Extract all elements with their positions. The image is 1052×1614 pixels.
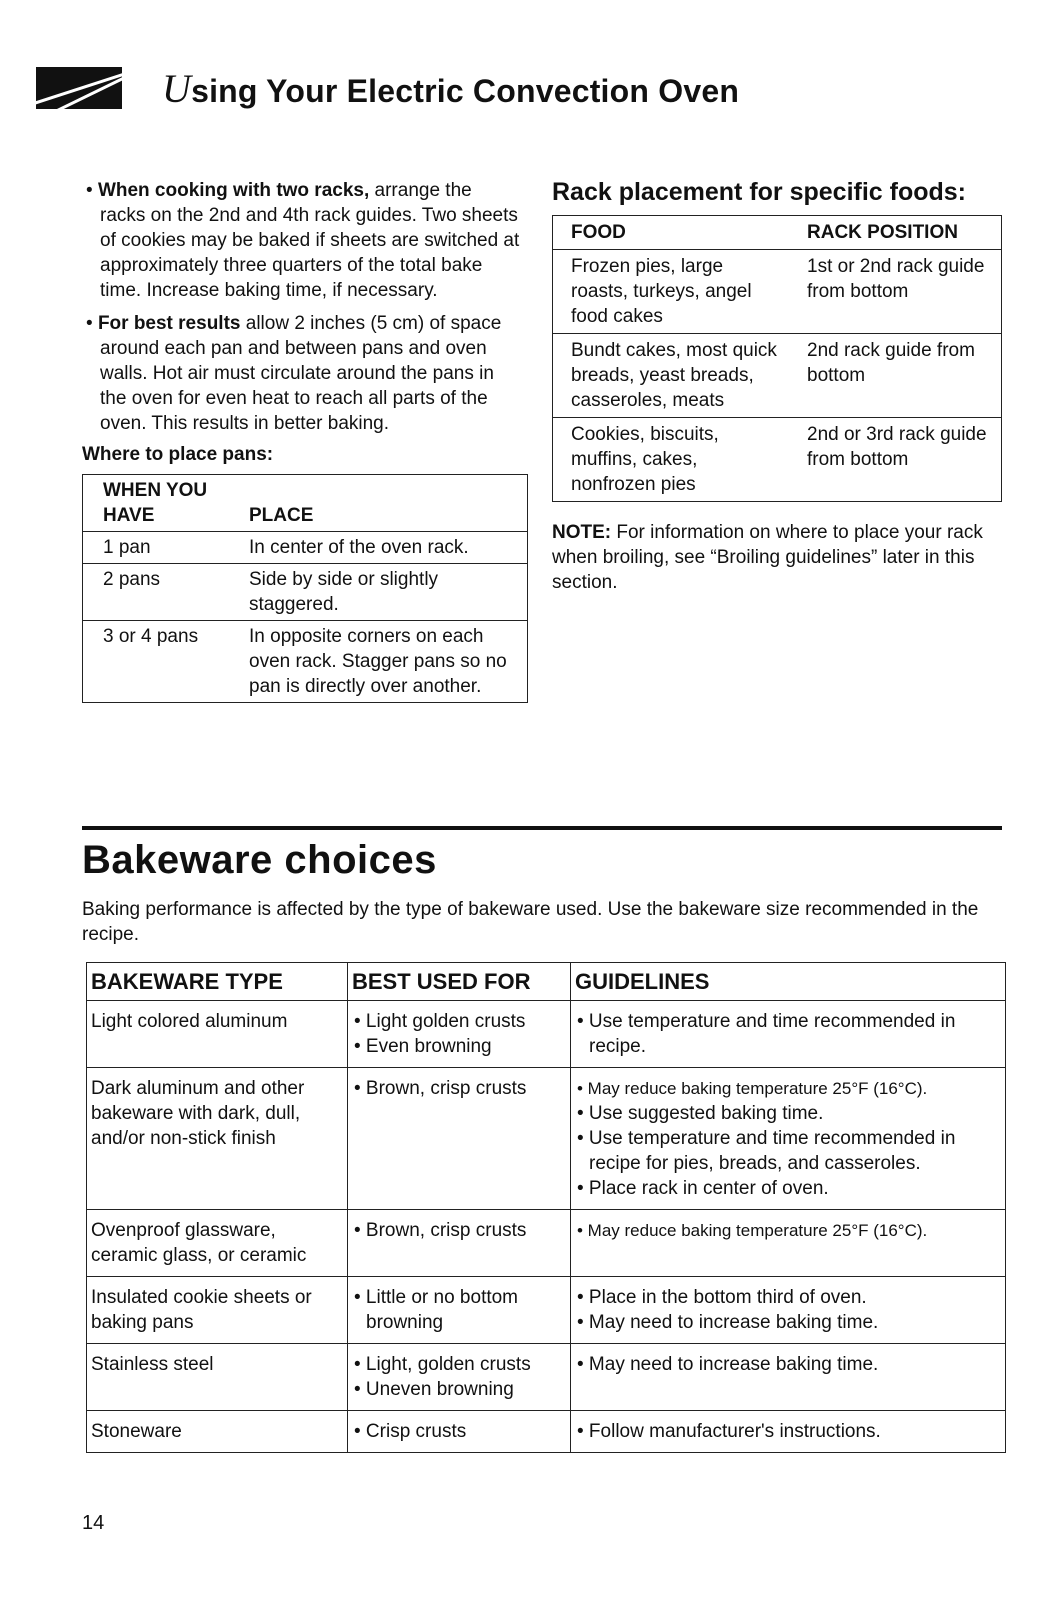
cell-guidelines: • Follow manufacturer's instructions.: [571, 1411, 1006, 1453]
cell-place: Side by side or slightly staggered.: [249, 569, 439, 615]
two-racks-bullet: • When cooking with two racks, arrange the racks on the 2nd and 4th rack guides. Two sheets of cookies may be baked if sheets are switched at approximately three quarters of the total bake time. Increase baking time, if necessary.: [86, 180, 520, 301]
table-header-row: [83, 475, 528, 532]
table-row: [87, 1068, 1006, 1210]
col-header-rack-position: RACK POSITION: [807, 222, 958, 243]
table-row: [553, 418, 1002, 502]
section-divider: [82, 826, 1002, 830]
cell-place: In center of the oven rack.: [249, 537, 469, 558]
page-header: [36, 58, 739, 118]
cell-rack-position: 1st or 2nd rack guide from bottom: [807, 256, 985, 302]
cell-have: 2 pans: [103, 569, 161, 590]
cell-rack-position: 2nd or 3rd rack guide from bottom: [807, 424, 987, 470]
col-header-guidelines: GUIDELINES: [571, 963, 1006, 1001]
cell-food: Bundt cakes, most quick breads, yeast breads, casseroles, meats: [571, 340, 777, 411]
cell-type: Dark aluminum and other bakeware with dark, dull, and/or non-stick finish: [87, 1068, 348, 1210]
cell-rack-position: 2nd rack guide from bottom: [807, 340, 975, 386]
table-row: [87, 1001, 1006, 1068]
cell-type: Stoneware: [87, 1411, 348, 1453]
broiling-note: NOTE: For information on where to place your rack when broiling, see “Broiling guidelines” later in this section.: [552, 522, 983, 593]
cell-guidelines: • Use temperature and time recommended in recipe.: [571, 1001, 1006, 1068]
table-row: [83, 532, 528, 564]
cell-best-used-for: • Little or no bottom browning: [348, 1277, 571, 1344]
cell-type: Light colored aluminum: [87, 1001, 348, 1068]
table-row: [87, 1277, 1006, 1344]
cell-type: Stainless steel: [87, 1344, 348, 1411]
rack-placement-table: [552, 215, 1002, 502]
left-column: [82, 178, 522, 703]
table-row: [83, 564, 528, 621]
bakeware-intro: Baking performance is affected by the type of bakeware used. Use the bakeware size recommended in the recipe.: [82, 899, 979, 945]
cell-best-used-for: • Brown, crisp crusts: [348, 1068, 571, 1210]
cell-best-used-for: • Crisp crusts: [348, 1411, 571, 1453]
col-header-when-you-have: WHEN YOU HAVE: [103, 480, 208, 526]
cell-guidelines: • Place in the bottom third of oven. • May need to increase baking time.: [571, 1277, 1006, 1344]
where-to-place-heading: Where to place pans:: [82, 444, 274, 465]
table-header-row: [87, 963, 1006, 1001]
table-row: [87, 1210, 1006, 1277]
page-number: 14: [82, 1512, 105, 1534]
table-header-row: [553, 216, 1002, 250]
cell-guidelines: • May reduce baking temperature 25°F (16°C).: [571, 1210, 1006, 1277]
col-header-place: PLACE: [249, 505, 314, 526]
page-title: Using Your Electric Convection Oven: [162, 65, 740, 111]
pan-placement-table: [82, 474, 528, 703]
table-row: [553, 334, 1002, 418]
cell-place: In opposite corners on each oven rack. Stagger pans so no pan is directly over another.: [249, 626, 507, 697]
col-header-best-used-for: BEST USED FOR: [348, 963, 571, 1001]
cell-have: 3 or 4 pans: [103, 626, 199, 647]
cell-food: Cookies, biscuits, muffins, cakes, nonfrozen pies: [571, 424, 719, 495]
rack-placement-heading: Rack placement for specific foods:: [552, 178, 967, 206]
cell-best-used-for: • Brown, crisp crusts: [348, 1210, 571, 1277]
right-column: [552, 178, 1007, 614]
cell-food: Frozen pies, large roasts, turkeys, angel food cakes: [571, 256, 752, 327]
cell-guidelines: • May reduce baking temperature 25°F (16°C). • Use suggested baking time. • Use temperature and time recommended in recipe for pies, breads, and casseroles. • Place rack in center of oven.: [571, 1068, 1006, 1210]
cell-guidelines: • May need to increase baking time.: [571, 1344, 1006, 1411]
table-row: [87, 1344, 1006, 1411]
cell-best-used-for: • Light golden crusts • Even browning: [348, 1001, 571, 1068]
cell-type: Insulated cookie sheets or baking pans: [87, 1277, 348, 1344]
cell-best-used-for: • Light, golden crusts • Uneven browning: [348, 1344, 571, 1411]
best-results-bullet: • For best results allow 2 inches (5 cm) of space around each pan and between pans and oven walls. Hot air must circulate around the pans in the oven for even heat to reach all parts of the oven. This results in better baking.: [86, 313, 502, 434]
col-header-food: FOOD: [571, 222, 626, 243]
cell-type: Ovenproof glassware, ceramic glass, or ceramic: [87, 1210, 348, 1277]
col-header-bakeware-type: BAKEWARE TYPE: [87, 963, 348, 1001]
cell-have: 1 pan: [103, 537, 151, 558]
brand-logo-icon: [36, 67, 122, 109]
bakeware-table: [86, 962, 1006, 1453]
table-row: [87, 1411, 1006, 1453]
bakeware-section-title: Bakeware choices: [82, 838, 437, 882]
table-row: [83, 621, 528, 703]
table-row: [553, 250, 1002, 334]
